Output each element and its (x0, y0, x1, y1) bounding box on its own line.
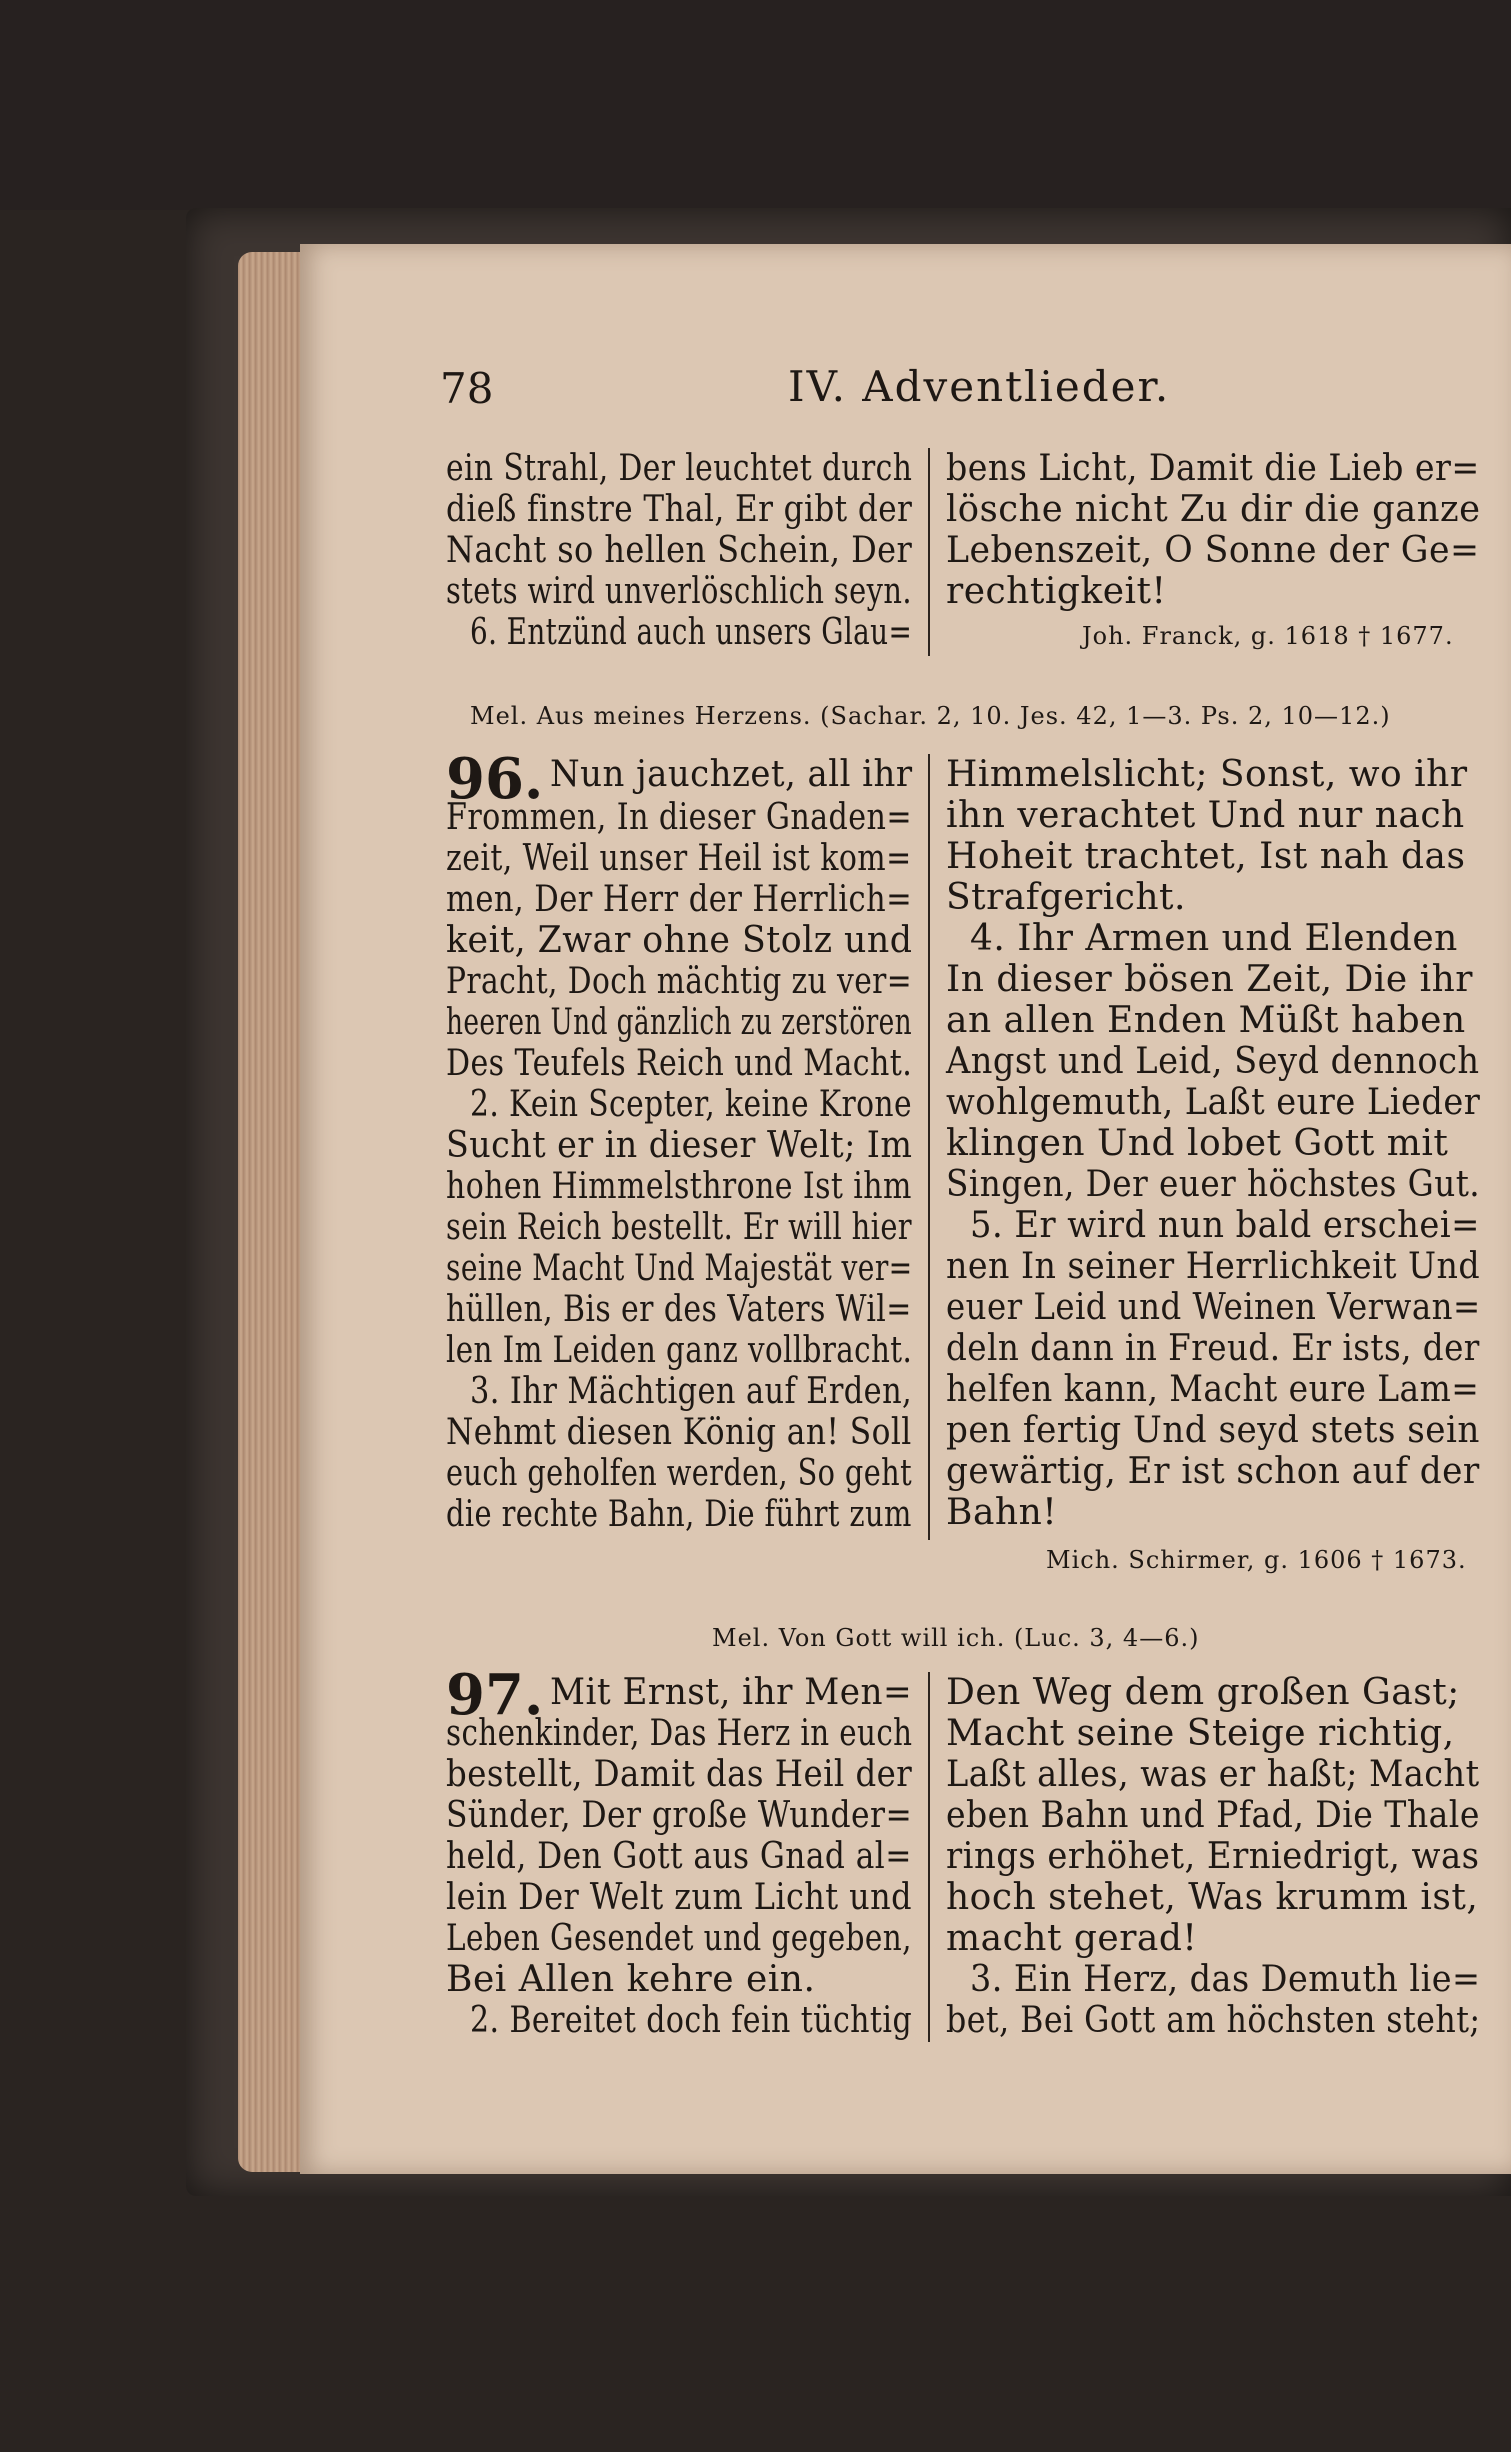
text-line: die rechte Bahn, Die führt zum (446, 1494, 912, 1535)
dark-background (0, 0, 1511, 210)
text-line: heeren Und gänzlich zu zerstören (446, 1002, 912, 1043)
text-line: Angst und Leid, Seyd dennoch (946, 1041, 1480, 1082)
hymn-number: 96. (446, 746, 544, 812)
text-line: 6. Entzünd auch unsers Glau= (470, 612, 913, 653)
text-line: deln dann in Freud. Er ists, der (946, 1328, 1480, 1369)
text-line: Den Weg dem großen Gast; (946, 1672, 1460, 1713)
text-line: euch geholfen werden, So geht (446, 1453, 913, 1494)
text-line: bet, Bei Gott am höchsten steht; (946, 2000, 1481, 2041)
book-page (300, 244, 1511, 2174)
text-line: 3. Ihr Mächtigen auf Erden, (470, 1371, 913, 1412)
text-line: helfen kann, Macht eure Lam= (946, 1369, 1480, 1410)
text-line: an allen Enden Müßt haben (946, 1000, 1466, 1041)
column-divider (928, 448, 930, 656)
hymn-number: 97. (446, 1662, 544, 1728)
text-line: schenkinder, Das Herz in euch (446, 1713, 913, 1754)
text-line: lösche nicht Zu dir die ganze (946, 489, 1481, 530)
text-line: Bei Allen kehre ein. (446, 1959, 816, 2000)
text-line: sein Reich bestellt. Er will hier (446, 1207, 913, 1248)
text-line: Hoheit trachtet, Ist nah das (946, 836, 1466, 877)
text-line: 2. Kein Scepter, keine Krone (470, 1084, 912, 1125)
text-line: pen fertig Und seyd stets sein (946, 1410, 1480, 1451)
column-divider (928, 754, 930, 1540)
text-line: ein Strahl, Der leuchtet durch (446, 448, 913, 489)
text-line: len Im Leiden ganz vollbracht. (446, 1330, 913, 1371)
text-line: Strafgericht. (946, 877, 1186, 918)
text-line: 3. Ein Herz, das Demuth lie= (970, 1959, 1481, 2000)
text-line: Sucht er in dieser Welt; Im (446, 1125, 913, 1166)
text-line: held, Den Gott aus Gnad al= (446, 1836, 912, 1877)
text-line: Nun jauchzet, all ihr (550, 754, 913, 795)
page-number: 78 (440, 364, 494, 413)
text-line: 2. Bereitet doch fein tüchtig (470, 2000, 913, 2041)
running-title: IV. Adventlieder. (788, 362, 1171, 411)
author-credit: Mich. Schirmer, g. 1606 † 1673. (1046, 1546, 1467, 1574)
text-line: hoch stehet, Was krumm ist, (946, 1877, 1479, 1918)
text-line: nen In seiner Herrlichkeit Und (946, 1246, 1481, 1287)
text-line: men, Der Herr der Herrlich= (446, 879, 913, 920)
text-line: rechtigkeit! (946, 571, 1167, 612)
text-line: Nacht so hellen Schein, Der (446, 530, 913, 571)
melody-line: Mel. Aus meines Herzens. (Sachar. 2, 10. Jes. 42, 1—3. Ps. 2, 10—12.) (470, 702, 1391, 730)
text-line: euer Leid und Weinen Verwan= (946, 1287, 1481, 1328)
text-line: Bahn! (946, 1492, 1058, 1533)
text-line: klingen Und lobet Gott mit (946, 1123, 1449, 1164)
text-line: Mit Ernst, ihr Men= (550, 1672, 913, 1713)
text-line: bens Licht, Damit die Lieb er= (946, 448, 1480, 489)
text-line: seine Macht Und Majestät ver= (446, 1248, 913, 1289)
text-line: hüllen, Bis er des Vaters Wil= (446, 1289, 912, 1330)
text-line: 4. Ihr Armen und Elenden (970, 918, 1458, 959)
text-line: Frommen, In dieser Gnaden= (446, 797, 913, 838)
column-divider (928, 1672, 930, 2042)
author-credit: Joh. Franck, g. 1618 † 1677. (1082, 622, 1454, 650)
text-line: In dieser bösen Zeit, Die ihr (946, 959, 1473, 1000)
text-line: stets wird unverlöschlich seyn. (446, 571, 912, 612)
text-line: Macht seine Steige richtig, (946, 1713, 1455, 1754)
text-line: 5. Er wird nun bald erschei= (970, 1205, 1480, 1246)
text-line: ihn verachtet Und nur nach (946, 795, 1465, 836)
text-line: lein Der Welt zum Licht und (446, 1877, 912, 1918)
text-line: Pracht, Doch mächtig zu ver= (446, 961, 913, 1002)
text-line: Lebenszeit, O Sonne der Ge= (946, 530, 1480, 571)
text-line: Sünder, Der große Wunder= (446, 1795, 913, 1836)
text-line: Nehmt diesen König an! Soll (446, 1412, 912, 1453)
text-line: Laßt alles, was er haßt; Macht (946, 1754, 1480, 1795)
text-line: dieß finstre Thal, Er gibt der (446, 489, 913, 530)
text-line: Himmelslicht; Sonst, wo ihr (946, 754, 1468, 795)
text-line: bestellt, Damit das Heil der (446, 1754, 913, 1795)
text-line: macht gerad! (946, 1918, 1198, 1959)
text-line: Singen, Der euer höchstes Gut. (946, 1164, 1481, 1205)
text-line: hohen Himmelsthrone Ist ihm (446, 1166, 912, 1207)
text-line: Des Teufels Reich und Macht. (446, 1043, 913, 1084)
text-line: zeit, Weil unser Heil ist kom= (446, 838, 912, 879)
text-line: gewärtig, Er ist schon auf der (946, 1451, 1480, 1492)
text-line: rings erhöhet, Erniedrigt, was (946, 1836, 1480, 1877)
melody-line: Mel. Von Gott will ich. (Luc. 3, 4—6.) (712, 1624, 1200, 1652)
text-line: Leben Gesendet und gegeben, (446, 1918, 912, 1959)
text-line: wohlgemuth, Laßt eure Lieder (946, 1082, 1481, 1123)
text-line: keit, Zwar ohne Stolz und (446, 920, 913, 961)
text-line: eben Bahn und Pfad, Die Thale (946, 1795, 1480, 1836)
